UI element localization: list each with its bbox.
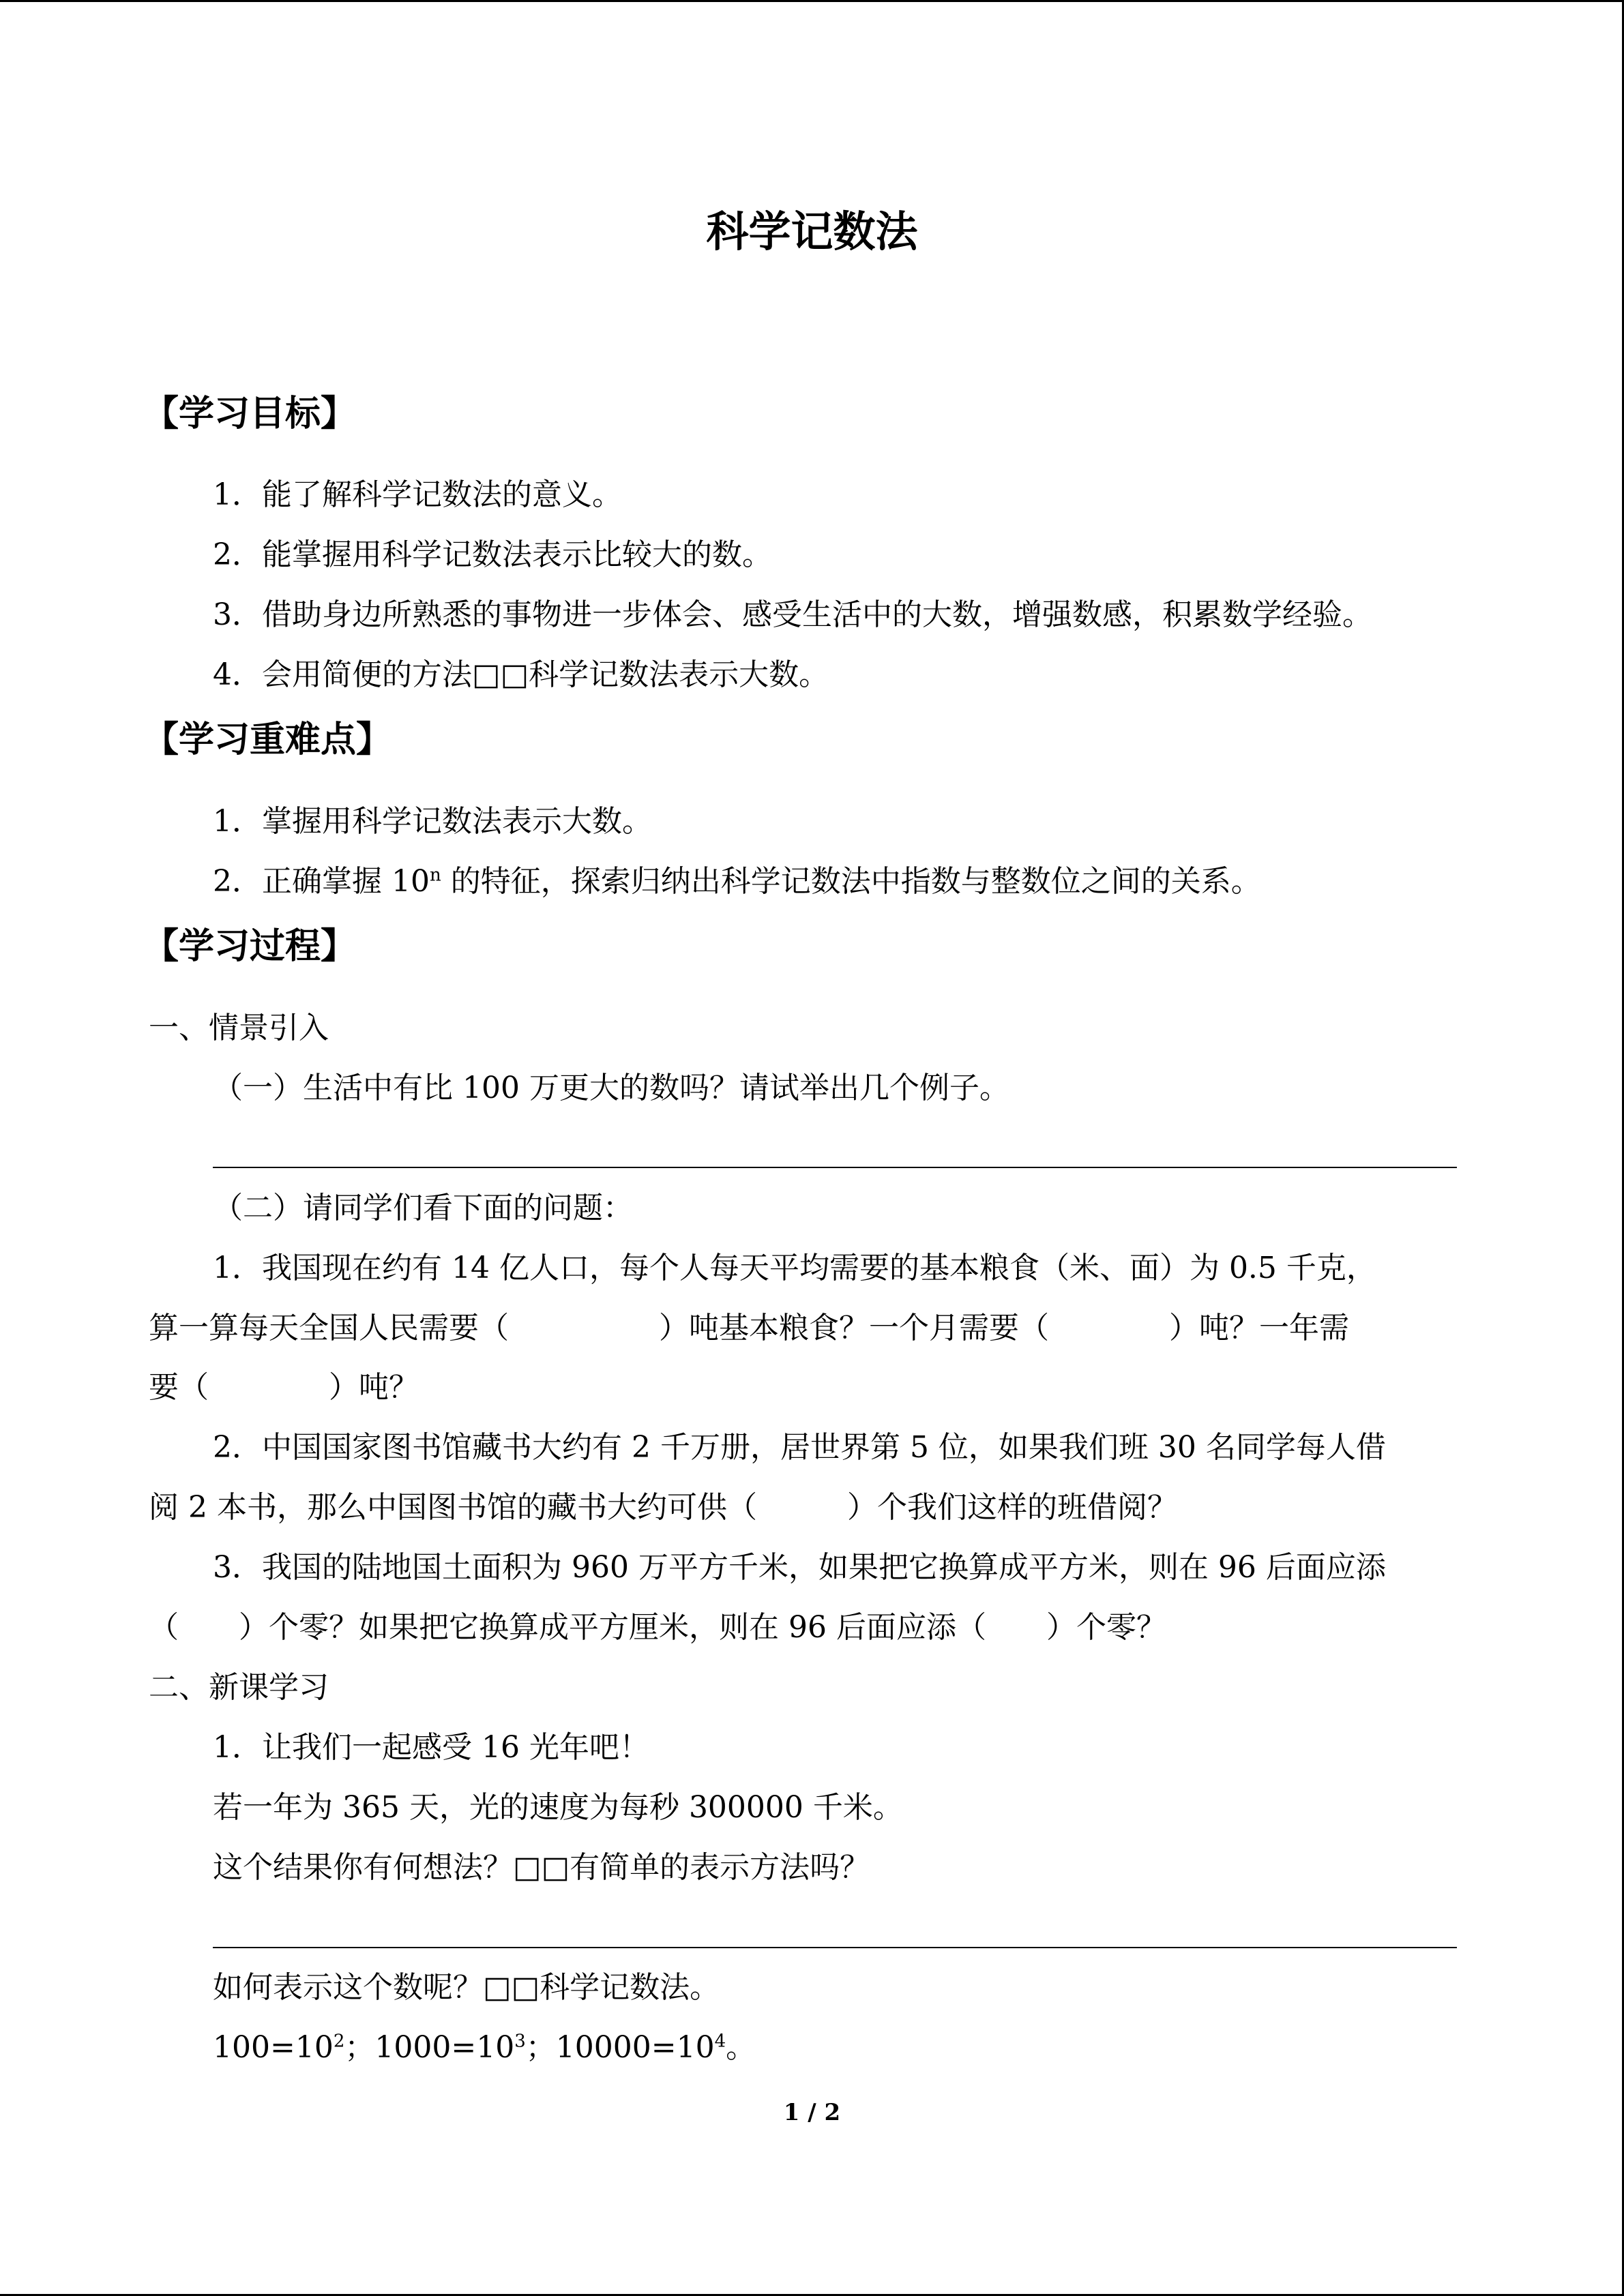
part1-question-2: （二）请同学们看下面的问题： xyxy=(213,1191,633,1225)
section-heading-keypoints: 【学习重难点】 xyxy=(143,719,392,760)
problem-2-line-1: 2．中国国家图书馆藏书大约有 2 千万册，居世界第 5 位，如果我们班 30 名同学每人借 xyxy=(213,1430,1386,1465)
goal-item-4: 4．会用简便的方法□□科学记数法表示大数。 xyxy=(213,657,829,692)
part2-title: 二、新课学习 xyxy=(149,1670,329,1705)
part1-title: 一、情景引入 xyxy=(149,1011,329,1045)
new-lesson-line-1: 1．让我们一起感受 16 光年吧！ xyxy=(213,1730,649,1765)
new-lesson-line-2: 若一年为 365 天，光的速度为每秒 300000 千米。 xyxy=(213,1790,903,1825)
answer-line-1 xyxy=(213,1167,1457,1168)
problem-1-line-3: 要（ ）吨？ xyxy=(149,1370,419,1405)
goal-item-2: 2．能掌握用科学记数法表示比较大的数。 xyxy=(213,537,772,572)
answer-line-2 xyxy=(213,1947,1457,1948)
problem-1-line-2: 算一算每天全国人民需要（ ）吨基本粮食？一个月需要（ ）吨？一年需 xyxy=(149,1311,1349,1345)
page-border-top xyxy=(0,0,1624,2)
section-heading-goals: 【学习目标】 xyxy=(143,393,357,434)
section-heading-process: 【学习过程】 xyxy=(143,925,357,967)
keypoint-item-1: 1．掌握用科学记数法表示大数。 xyxy=(213,804,652,839)
goal-item-3: 3．借助身边所熟悉的事物进一步体会、感受生活中的大数，增强数感，积累数学经验。 xyxy=(213,597,1372,632)
powers-of-ten-equation: $100=10^2$；$1000=10^3$；$10000=10^4$。 xyxy=(213,2030,756,2065)
keypoint-item-2: 2．正确掌握 10$^n$ 的特征，探索归纳出科学记数法中指数与整数位之间的关系。 xyxy=(213,864,1261,899)
goal-item-1: 1．能了解科学记数法的意义。 xyxy=(213,477,622,512)
problem-3-line-1: 3．我国的陆地国土面积为 960 万平方千米，如果把它换算成平方米，则在 96 后面应添 xyxy=(213,1550,1386,1585)
page-title: 科学记数法 xyxy=(706,207,918,256)
part1-question-1: （一）生活中有比 100 万更大的数吗？请试举出几个例子。 xyxy=(213,1071,1009,1105)
new-lesson-line-4: 如何表示这个数呢？□□科学记数法。 xyxy=(213,1970,720,2005)
new-lesson-line-3: 这个结果你有何想法？□□有简单的表示方法吗？ xyxy=(213,1850,870,1885)
page-number: 1 / 2 xyxy=(783,2099,841,2126)
problem-1-line-1: 1．我国现在约有 14 亿人口，每个人每天平均需要的基本粮食（米、面）为 0.5 千克， xyxy=(213,1251,1376,1285)
problem-3-line-2: （ ）个零？如果把它换算成平方厘米，则在 96 后面应添（ ）个零？ xyxy=(149,1610,1166,1645)
problem-2-line-2: 阅 2 本书，那么中国图书馆的藏书大约可供（ ）个我们这样的班借阅？ xyxy=(149,1490,1177,1525)
